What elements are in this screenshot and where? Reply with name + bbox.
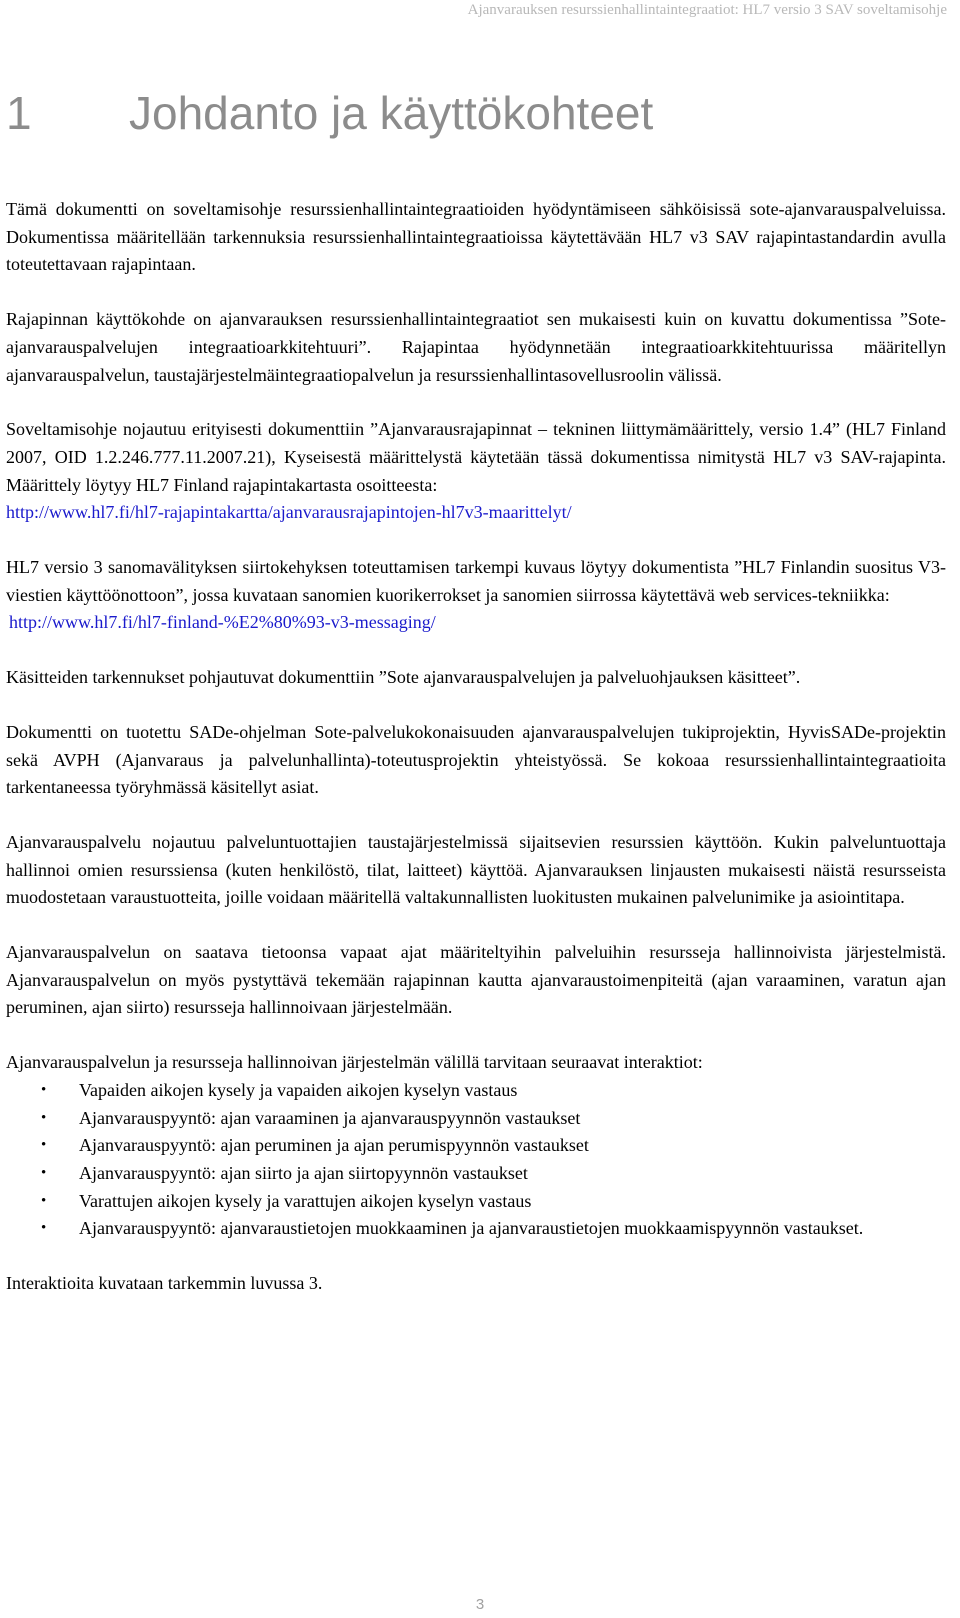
bullet-icon: • — [41, 1109, 47, 1126]
bullet-icon: • — [41, 1137, 47, 1154]
bullet-icon: • — [41, 1192, 47, 1209]
bullet-icon: • — [41, 1164, 47, 1181]
paragraph-closing: Interaktioita kuvataan tarkemmin luvussa 3. — [6, 1273, 323, 1294]
chapter-number: 1 — [6, 87, 32, 139]
paragraph-intro: Tämä dokumentti on soveltamisohje resurssienhallintaintegraatioiden hyödyntämiseen sähköisissä sote-ajanvarauspalveluissa. Dokumentissa määritellään tarkennuksia resurssienhallintaintegraatioissa käytettävään HL7 v3 SAV rajapintastandardin avulla toteutettavaan rajapintaan. — [6, 199, 946, 275]
paragraph-spec-reference — [6, 416, 946, 527]
list-item: • Ajanvarauspyyntö: ajan siirto ja ajan siirtopyynnön vastaukset — [6, 1160, 946, 1188]
paragraph-resources: Ajanvarauspalvelu nojautuu palveluntuottajien taustajärjestelmissä sijaitsevien resurssien käyttöön. Kukin palveluntuottaja hallinnoi omien resurssiensa (kuten henkilöstö, tilat, laitteet) käyttöä. Ajanvarauksen linjausten mukaisesti näistä resursseista muodostetaan varaustuotteita, joille voidaan määritellä valtakunnallisten luokitusten mukainen palvelunimike ja asiointitapa. — [6, 831, 946, 908]
bullet-icon: • — [41, 1081, 47, 1098]
paragraph-production: Dokumentti on tuotettu SADe-ohjelman Sote-palvelukokonaisuuden ajanvarauspalvelujen tukiprojektin, HyvisSADe-projektin sekä AVPH (Ajanvaraus ja palvelunhallinta)-toteutusprojektin yhteistyössä. Se kokoaa resurssienhallintaintegraatioita tarkentaneessa työryhmässä käsitellyt asiat. — [6, 721, 946, 798]
paragraph-messaging — [6, 554, 946, 637]
list-item: • Ajanvarauspyyntö: ajan varaaminen ja ajanvarauspyynnön vastaukset — [6, 1105, 946, 1133]
list-item: • Ajanvarauspyyntö: ajanvaraustietojen muokkaaminen ja ajanvaraustietojen muokkaamispyynnön vastaukset. — [6, 1215, 946, 1243]
paragraph-interactions-intro: Ajanvarauspalvelun ja resursseja hallinnoivan järjestelmän välillä tarvitaan seuraavat interaktiot: — [6, 1052, 703, 1073]
running-header: Ajanvarauksen resurssienhallintaintegraatiot: HL7 versio 3 SAV soveltamisohje — [467, 2, 947, 18]
paragraph-use-case: Rajapinnan käyttökohde on ajanvarauksen resurssienhallintaintegraatiot sen mukaisesti kuin on kuvattu dokumentissa ”Sote-ajanvarauspalvelujen integraatioarkkitehtuuri”. Rajapintaa hyödynnetään integraatioarkkitehtuurissa määritellyn ajanvarauspalvelun, taustajärjestelmäintegraatiopalvelun ja resurssienhallintasovellusroolin välissä. — [6, 309, 946, 385]
paragraph-concepts: Käsitteiden tarkennukset pohjautuvat dokumenttiin ”Sote ajanvarauspalvelujen ja palveluohjauksen käsitteet”. — [6, 667, 801, 688]
document-body — [6, 196, 946, 1325]
chapter-title-text: Johdanto ja käyttökohteet — [129, 87, 654, 139]
spec-link[interactable]: http://www.hl7.fi/hl7-rajapintakartta/ajanvarausrajapintojen-hl7v3-maarittelyt/ — [6, 502, 572, 523]
paragraph-messaging-text: HL7 versio 3 sanomavälityksen siirtokehyksen toteuttamisen tarkempi kuvaus löytyy dokumentista ”HL7 Finlandin suositus V3-viestien käyttöönottoon”, jossa kuvataan sanomien kuorikerrokset ja sanomien siirrossa käytettävä web services-tekniikka: — [6, 557, 946, 605]
list-item: • Ajanvarauspyyntö: ajan peruminen ja ajan perumispyynnön vastaukset — [6, 1132, 946, 1160]
interaction-list — [6, 1077, 946, 1243]
paragraph-spec-reference-text: Soveltamisohje nojautuu erityisesti dokumenttiin ”Ajanvarausrajapinnat – tekninen liittymämäärittely, versio 1.4” (HL7 Finland 2007, OID 1.2.246.777.11.2007.21), Kyseisestä määrittelystä käytetään tässä dokumentissa nimitystä HL7 v3 SAV-rajapinta. Määrittely löytyy HL7 Finland rajapintakartasta osoitteesta: — [6, 419, 946, 495]
list-item: • Vapaiden aikojen kysely ja vapaiden aikojen kyselyn vastaus — [6, 1077, 946, 1105]
bullet-icon: • — [41, 1220, 47, 1237]
messaging-link[interactable]: http://www.hl7.fi/hl7-finland-%E2%80%93-v3-messaging/ — [9, 612, 436, 633]
list-item: • Varattujen aikojen kysely ja varattujen aikojen kyselyn vastaus — [6, 1188, 946, 1216]
paragraph-free-slots: Ajanvarauspalvelun on saatava tietoonsa vapaat ajat määriteltyihin palveluihin resursseja hallinnoivista järjestelmistä. Ajanvarauspalvelun on myös pystyttävä tekemään rajapinnan kautta ajanvaraustoimenpiteitä (ajan varaaminen, varatun ajan peruminen, ajan siirto) resursseja hallinnoivaan järjestelmään. — [6, 942, 946, 1018]
page-number: 3 — [475, 1596, 485, 1613]
chapter-title — [6, 86, 946, 140]
